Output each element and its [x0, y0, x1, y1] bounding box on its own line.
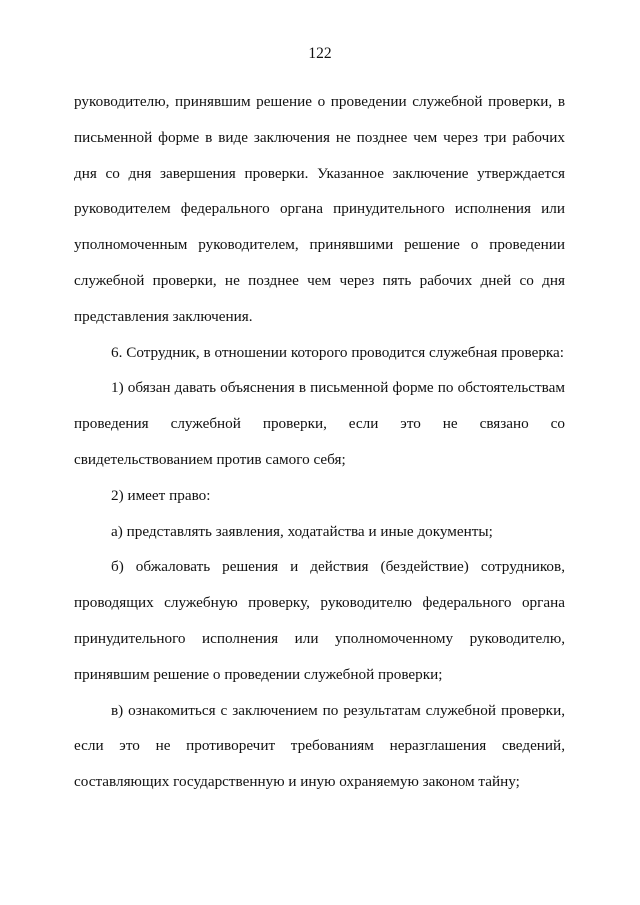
paragraph-continuation: руководителю, принявшим решение о проведении служебной проверки, в письменной форме в виде заключения не позднее чем через три рабочих дня со дня завершения проверки. Указанное заключение утверждается руководителем федерального органа принудительного исполнения или уполномоченным руководителем, принявшими решение о проведении служебной проверки, не позднее чем через пять рабочих дней со дня представления заключения.: [74, 93, 565, 325]
paragraph-subitem-v: в) ознакомиться с заключением по результатам служебной проверки, если это не противоречит требованиям неразглашения сведений, составляющих государственную и иную охраняемую законом тайну;: [74, 701, 565, 791]
document-body: [74, 84, 565, 800]
page-number: 122: [308, 45, 332, 62]
paragraph-subitem-2: 2) имеет право:: [111, 486, 211, 504]
paragraph-item-6: 6. Сотрудник, в отношении которого проводится служебная проверка:: [111, 343, 565, 361]
paragraph-subitem-b: б) обжаловать решения и действия (бездействие) сотрудников, проводящих служебную проверку, руководителю федерального органа принудительного исполнения или уполномоченному руководителю, принявшим решение о проведении служебной проверки;: [74, 558, 565, 683]
paragraph-subitem-1: 1) обязан давать объяснения в письменной форме по обстоятельствам проведения служебной проверки, если это не связано со свидетельствованием против самого себя;: [74, 379, 565, 468]
paragraph-subitem-a: а) представлять заявления, ходатайства и иные документы;: [111, 522, 493, 540]
